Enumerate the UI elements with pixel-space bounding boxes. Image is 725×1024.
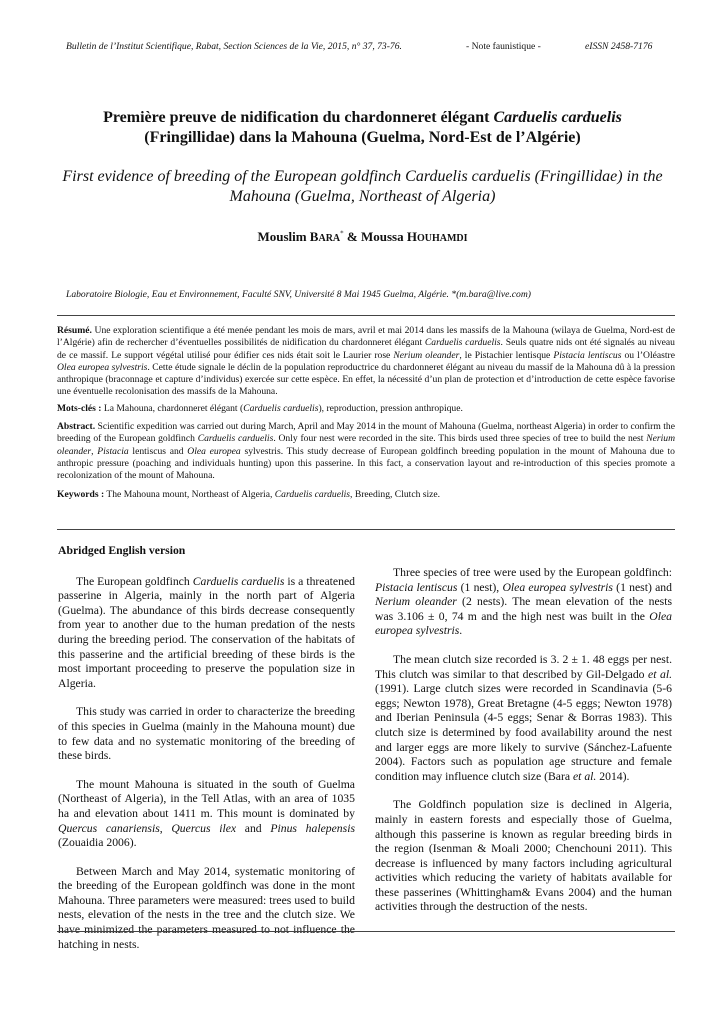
paragraph: This study was carried in order to characterize the breeding of this species in Guelma (mainly in the Mahouna mount) due to few data and no systematic monitoring of the breeding of these birds. bbox=[58, 705, 355, 763]
mots-cles-text: La Mahouna, chardonneret élégant ( bbox=[101, 402, 244, 414]
text: . bbox=[459, 624, 463, 638]
text: is a threatened passerine in Algeria, mainly in the north part of Algeria (Guelma). The abundance of this birds decrease consequently from year to another due to the human predation of the nests during the breeding period. The conservation of the habitats of this passerine and the artificial breeding of these birds is the most important proceeding to preserve the population size in Algeria. bbox=[58, 574, 355, 690]
divider-bottom bbox=[57, 931, 675, 932]
species-name: Quercus ilex bbox=[171, 821, 237, 835]
species-name: Carduelis carduelis bbox=[243, 402, 319, 414]
species-name: Pinus halepensis bbox=[270, 821, 355, 835]
species-name: Carduelis carduelis bbox=[424, 337, 501, 349]
species-name: Carduelis carduelis bbox=[192, 574, 285, 588]
text: (2 nests). The mean elevation of the nests was 3.106 ± 0, 74 m and the high nest was built in the bbox=[375, 595, 672, 623]
title-french-species: Carduelis carduelis bbox=[493, 109, 622, 126]
author-2-first: Moussa H bbox=[361, 229, 417, 244]
mots-cles-paragraph bbox=[57, 403, 675, 415]
abstract-label: Abstract. bbox=[57, 421, 96, 433]
abstract-text: lentiscus and bbox=[128, 445, 188, 457]
text: , bbox=[159, 821, 172, 835]
text: Three species of tree were used by the European goldfinch: bbox=[393, 566, 672, 579]
abstract-section bbox=[57, 325, 675, 501]
species-name: Carduelis carduelis bbox=[274, 488, 351, 500]
resume-paragraph bbox=[57, 325, 675, 399]
text: 2014). bbox=[596, 769, 630, 783]
author-1-mark: * bbox=[340, 229, 344, 238]
issn: eISSN 2458-7176 bbox=[585, 41, 653, 52]
species-name: Nerium oleander bbox=[393, 349, 460, 361]
author-1-last: ARA bbox=[318, 233, 341, 244]
paragraph bbox=[375, 566, 672, 639]
resume-text: , le Pistachier lentisque bbox=[459, 349, 554, 361]
paragraph bbox=[375, 653, 672, 784]
text: (Zouaidia 2006). bbox=[58, 836, 137, 850]
text: (1 nest) and bbox=[612, 580, 672, 594]
keywords-text: , Breeding, Clutch size. bbox=[350, 488, 441, 500]
text: and bbox=[236, 821, 271, 835]
paragraph: Between March and May 2014, systematic monitoring of the breeding of the European goldfinch was done in the mont Mahouna. Three parameters were measured: trees used to build nests, elevation of the nests in the tree and the clutch size. We have minimized the parameters measured to not influence the hatching in nests. bbox=[58, 864, 355, 951]
journal-citation: Bulletin de l’Institut Scientifique, Rabat, Section Sciences de la Vie, 2015, n° 37, 73-76. bbox=[66, 41, 402, 52]
title-english: First evidence of breeding of the European goldfinch Carduelis carduelis (Fringillidae) in the Mahouna (Guelma, Northeast of Algeria) bbox=[62, 168, 663, 205]
species-name: Pistacia bbox=[97, 445, 129, 457]
left-column bbox=[58, 544, 355, 966]
keywords-text: The Mahouna mount, Northeast of Algeria, bbox=[104, 488, 275, 500]
right-column bbox=[375, 566, 672, 929]
title-french bbox=[60, 108, 665, 148]
resume-text: . Cette étude signale le déclin de la population reproductrice du chardonneret élégant au niveau du massif de la Mahouna dû à la pression anthropique (braconnage et capture d’individus) exercée sur cette espèce. En effet, la nécessité d’un plan de protection et d’introduction de cette espèce favorise une éventuelle recolonisation des massifs de la Mahouna. bbox=[57, 361, 676, 398]
text: The mean clutch size recorded is 3. 2 ± 1. 48 eggs per nest. This clutch was similar to that described by Gil-Delgado bbox=[375, 652, 672, 681]
text: (1991). Large clutch sizes were recorded in Scandinavia (5-6 eggs; Newton 1978), Great Bretagne (4-5 eggs; Newton 1978) and Iberian Peninsula (4-5 eggs; Senar & Borras 1983). This clutch size is determined by food availability around the nest and larger eggs are more likely to survive (Sánchez-Lafuente 2004). Factors such as population age structure and female condition may influence clutch size (Bara bbox=[375, 682, 672, 783]
abstract-text: sylvestris. This study decrease of European goldfinch breeding population in the mount of Mahouna due to anthropic pressure (poaching and individuals hunting) upon this passerine. In this fact, a conservation layout and re-introduction of this species promote a recolonization of the mount of Mahouna. bbox=[57, 445, 675, 482]
resume-text: . Seuls quatre nids ont été signalés au niveau de ce massif. Le support végétal utilisé pour édifier ces nids était soit le Laurier rose bbox=[57, 337, 675, 361]
abstract-text: , bbox=[91, 445, 98, 457]
author-2-last: OUHAMDI bbox=[416, 233, 468, 244]
species-name: Olea europea sylvestris bbox=[502, 580, 613, 594]
text: The mount Mahouna is situated in the south of Guelma (Northeast of Algeria), in the Tell Atlas, with an area of 1035 ha and elevation about 1411 m. This mount is dominated by bbox=[58, 777, 355, 820]
resume-label: Résumé. bbox=[57, 325, 92, 336]
paragraph bbox=[58, 778, 355, 851]
paragraph bbox=[58, 575, 355, 692]
species-name: Pistacia lentiscus bbox=[553, 349, 622, 361]
abstract-text: Scientific expedition was carried out during March, April and May 2014 in the mount of Mahouna (Guelma, northeast Algeria) in order to confirm the breeding of the European goldfinch bbox=[57, 421, 675, 445]
text: (1 nest), bbox=[457, 580, 503, 594]
divider-top bbox=[57, 315, 675, 316]
title-french-rest: (Fringillidae) dans la Mahouna (Guelma, Nord-Est de l’Algérie) bbox=[144, 129, 581, 146]
author-1-first: Mouslim B bbox=[257, 229, 319, 244]
species-name: Pistacia lentiscus bbox=[375, 580, 458, 594]
species-name: Quercus canariensis bbox=[58, 821, 160, 835]
abstract-text: . Only four nest were recorded in the site. This birds used three species of tree to build the nest bbox=[273, 433, 647, 445]
species-name: Carduelis carduelis bbox=[197, 433, 274, 445]
keywords-paragraph bbox=[57, 489, 675, 501]
species-name: Nerium oleander bbox=[57, 433, 675, 457]
keywords-label: Keywords : bbox=[57, 488, 105, 500]
et-al: et al. bbox=[648, 667, 673, 681]
paragraph: The Goldfinch population size is declined in Algeria, mainly in eastern forests and especially those of Guelma, although this passerine is known as regular breeding birds in the region (Isenman & Moali 2000; Chenchouni 2011). This decrease is influenced by many factors including agricultural activities which reducing the variety of habitats available for these passerines (Whittingham& Evans 2004) and the human activities through the destruction of the nests. bbox=[375, 798, 672, 914]
resume-text: ou l’Oléastre bbox=[621, 349, 675, 361]
note-type: - Note faunistique - bbox=[466, 41, 541, 52]
mots-cles-text: ), reproduction, pression anthropique. bbox=[318, 402, 463, 414]
section-heading: Abridged English version bbox=[58, 544, 186, 557]
et-al: et al. bbox=[572, 769, 597, 783]
text: The European goldfinch bbox=[76, 574, 193, 588]
affiliation: Laboratoire Biologie, Eau et Environnement, Faculté SNV, Université 8 Mai 1945 Guelma, Algérie. *(m.bara@live.com) bbox=[66, 289, 531, 300]
species-name: Olea europea sylvestris bbox=[57, 361, 148, 373]
mots-cles-label: Mots-clés : bbox=[57, 402, 102, 414]
title-french-main: Première preuve de nidification du chardonneret élégant bbox=[103, 109, 490, 126]
authors bbox=[0, 229, 725, 245]
authors-and: & bbox=[343, 229, 361, 244]
divider-middle bbox=[57, 529, 675, 530]
species-name: Olea europea bbox=[187, 445, 241, 457]
species-name: Nerium oleander bbox=[375, 595, 457, 609]
abstract-paragraph bbox=[57, 421, 675, 482]
species-name: Olea europea sylvestris bbox=[375, 609, 672, 638]
resume-text: Une exploration scientifique a été menée pendant les mois de mars, avril et mai 2014 dans les massifs de la Mahouna (wilaya de Guelma, Nord-est de l’Algérie) afin de rechercher d’éventuelles possibilités de nidification du chardonneret élégant bbox=[57, 325, 675, 349]
